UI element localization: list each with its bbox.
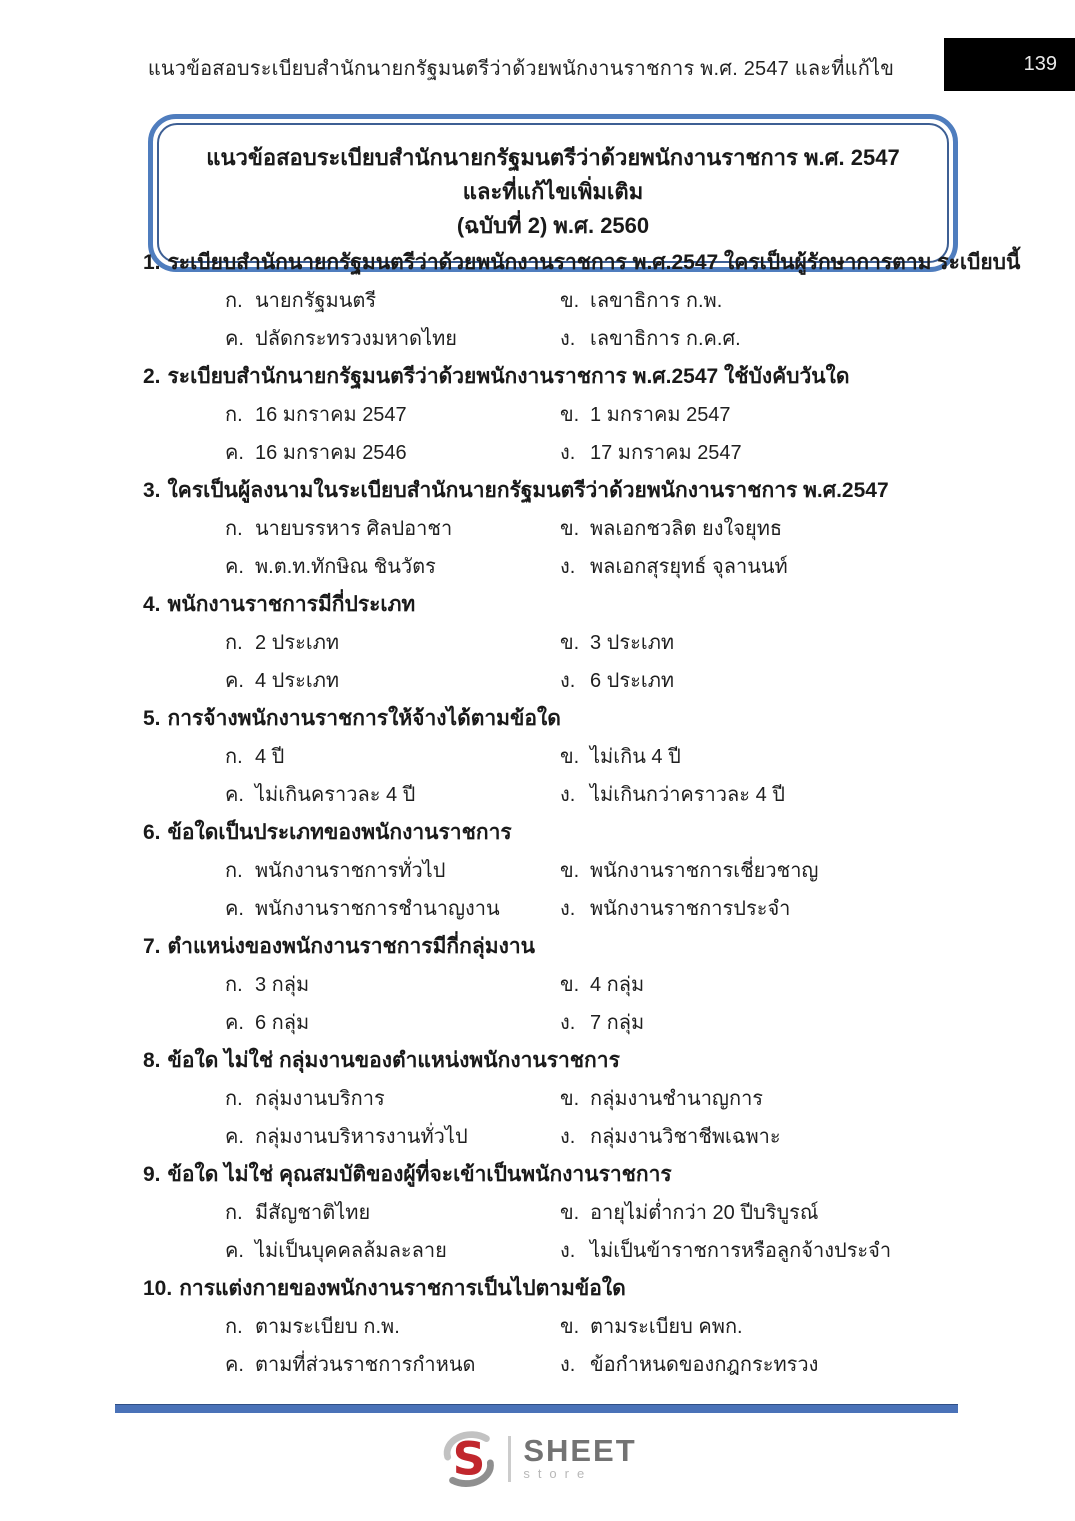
- question-heading: [143, 700, 961, 738]
- option-a-text: 4 ปี: [255, 746, 285, 768]
- option-b: [560, 738, 961, 776]
- question-options: [143, 510, 961, 586]
- option-d-label: ง.: [560, 784, 576, 806]
- title-box-inner: [157, 123, 949, 263]
- question-heading: [143, 586, 961, 624]
- option-d-label: ง.: [560, 556, 576, 578]
- option-b: [560, 1194, 961, 1232]
- question-heading: [143, 814, 961, 852]
- logo-divider: [508, 1436, 511, 1482]
- question-text: ข้อใด ไม่ใช่ กลุ่มงานของตำแหน่งพนักงานราชการ: [167, 1049, 620, 1072]
- option-a-text: กลุ่มงานบริการ: [255, 1088, 385, 1110]
- question-number: 9.: [143, 1163, 161, 1186]
- sheet-store-s-logo-icon: [438, 1428, 500, 1490]
- option-d: [560, 1346, 961, 1384]
- question-heading: [143, 358, 961, 396]
- option-b: [560, 1080, 961, 1118]
- option-a-label: ก.: [225, 1316, 243, 1338]
- question-number: 8.: [143, 1049, 161, 1072]
- question-text: การแต่งกายของพนักงานราชการเป็นไปตามข้อใด: [179, 1277, 626, 1300]
- option-b-label: ข.: [560, 404, 580, 426]
- option-b-text: อายุไม่ต่ำกว่า 20 ปีบริบูรณ์: [590, 1202, 819, 1224]
- option-b: [560, 510, 961, 548]
- option-a-text: ตามระเบียบ ก.พ.: [255, 1316, 400, 1338]
- option-a: [225, 1194, 560, 1232]
- option-a-label: ก.: [225, 1088, 243, 1110]
- question-options: [143, 852, 961, 928]
- question-number: 2.: [143, 365, 161, 388]
- option-c-text: พ.ต.ท.ทักษิณ ชินวัตร: [255, 556, 436, 578]
- option-c-text: ปลัดกระทรวงมหาดไทย: [255, 328, 458, 350]
- question-options: [143, 1194, 961, 1270]
- option-b-label: ข.: [560, 518, 580, 540]
- option-c-label: ค.: [225, 898, 244, 920]
- option-c: [225, 890, 560, 928]
- option-c-label: ค.: [225, 556, 244, 578]
- option-a-text: นายบรรหาร ศิลปอาชา: [255, 518, 453, 540]
- option-d-text: 6 ประเภท: [590, 670, 675, 692]
- option-a-text: 16 มกราคม 2547: [255, 404, 407, 426]
- option-d-label: ง.: [560, 670, 576, 692]
- option-d-label: ง.: [560, 1240, 576, 1262]
- option-b-text: 4 กลุ่ม: [590, 974, 645, 996]
- question: [143, 586, 961, 700]
- option-a-label: ก.: [225, 290, 243, 312]
- option-c: [225, 1232, 560, 1270]
- option-d: [560, 890, 961, 928]
- option-a-text: 3 กลุ่ม: [255, 974, 310, 996]
- document-title-line1: แนวข้อสอบระเบียบสำนักนายกรัฐมนตรีว่าด้วยพนักงานราชการ พ.ศ. 2547 และที่แก้ไขเพิ่มเติม: [206, 145, 900, 204]
- option-c-label: ค.: [225, 1126, 244, 1148]
- question: [143, 700, 961, 814]
- option-d: [560, 662, 961, 700]
- question-heading: [143, 1042, 961, 1080]
- question: [143, 472, 961, 586]
- logo-wordmark: SHEET: [523, 1433, 637, 1468]
- logo-text-block: [523, 1433, 637, 1482]
- question-options: [143, 1080, 961, 1156]
- option-b-text: 3 ประเภท: [590, 632, 675, 654]
- question-number: 6.: [143, 821, 161, 844]
- option-c-text: พนักงานราชการชำนาญงาน: [255, 898, 500, 920]
- svg-text:S: S: [452, 1432, 486, 1486]
- option-c: [225, 434, 560, 472]
- option-c: [225, 776, 560, 814]
- option-b: [560, 966, 961, 1004]
- option-a-label: ก.: [225, 632, 243, 654]
- option-c-label: ค.: [225, 1012, 244, 1034]
- question-number: 7.: [143, 935, 161, 958]
- question-options: [143, 282, 961, 358]
- option-d-text: พลเอกสุรยุทธ์ จุลานนท์: [590, 556, 788, 578]
- option-a-text: มีสัญชาติไทย: [255, 1202, 371, 1224]
- option-d-text: พนักงานราชการประจำ: [590, 898, 791, 920]
- option-a: [225, 396, 560, 434]
- logo-subtext: store: [523, 1466, 593, 1481]
- option-c-label: ค.: [225, 1240, 244, 1262]
- question: [143, 358, 961, 472]
- question-text: ข้อใด ไม่ใช่ คุณสมบัติของผู้ที่จะเข้าเป็นพนักงานราชการ: [167, 1163, 672, 1186]
- question-text: ตำแหน่งของพนักงานราชการมีกี่กลุ่มงาน: [167, 935, 535, 958]
- option-c: [225, 320, 560, 358]
- question-text: ใครเป็นผู้ลงนามในระเบียบสำนักนายกรัฐมนตรีว่าด้วยพนักงานราชการ พ.ศ.2547: [167, 479, 889, 502]
- option-b: [560, 624, 961, 662]
- option-b-label: ข.: [560, 632, 580, 654]
- question: [143, 1042, 961, 1156]
- option-d-label: ง.: [560, 442, 576, 464]
- option-b-label: ข.: [560, 746, 580, 768]
- option-d-label: ง.: [560, 898, 576, 920]
- option-a: [225, 1308, 560, 1346]
- question-options: [143, 624, 961, 700]
- option-a: [225, 282, 560, 320]
- option-d: [560, 1118, 961, 1156]
- option-a-label: ก.: [225, 974, 243, 996]
- question-text: ข้อใดเป็นประเภทของพนักงานราชการ: [167, 821, 512, 844]
- question-options: [143, 738, 961, 814]
- option-a: [225, 852, 560, 890]
- option-c: [225, 548, 560, 586]
- option-a-label: ก.: [225, 860, 243, 882]
- option-d-label: ง.: [560, 328, 576, 350]
- option-c-text: ไม่เกินคราวละ 4 ปี: [255, 784, 416, 806]
- question-heading: [143, 928, 961, 966]
- question: [143, 1270, 961, 1384]
- option-b-text: ไม่เกิน 4 ปี: [590, 746, 681, 768]
- option-c-label: ค.: [225, 1354, 244, 1376]
- question-options: [143, 966, 961, 1042]
- option-d-text: 7 กลุ่ม: [590, 1012, 645, 1034]
- question: [143, 814, 961, 928]
- option-b-text: กลุ่มงานชำนาญการ: [590, 1088, 764, 1110]
- question: [143, 244, 1021, 358]
- question-text: การจ้างพนักงานราชการให้จ้างได้ตามข้อใด: [167, 707, 561, 730]
- option-d: [560, 776, 961, 814]
- question-number: 3.: [143, 479, 161, 502]
- document-title-line2: (ฉบับที่ 2) พ.ศ. 2560: [456, 213, 650, 238]
- option-c-label: ค.: [225, 784, 244, 806]
- question-number: 10.: [143, 1277, 173, 1300]
- option-d-text: ไม่เกินกว่าคราวละ 4 ปี: [590, 784, 785, 806]
- option-d: [560, 1004, 961, 1042]
- option-d-text: กลุ่มงานวิชาชีพเฉพาะ: [590, 1126, 781, 1148]
- page-number-badge: [944, 38, 1075, 91]
- question-number: 5.: [143, 707, 161, 730]
- questions-list: [143, 244, 1021, 1384]
- option-a-label: ก.: [225, 746, 243, 768]
- option-d: [560, 1232, 961, 1270]
- page-number: 139: [1023, 53, 1057, 75]
- option-a-text: นายกรัฐมนตรี: [255, 290, 377, 312]
- option-d-label: ง.: [560, 1354, 576, 1376]
- question-heading: [143, 1270, 961, 1308]
- option-b-label: ข.: [560, 1316, 580, 1338]
- option-d: [560, 434, 961, 472]
- option-c-text: ไม่เป็นบุคคลล้มละลาย: [255, 1240, 447, 1262]
- option-b: [560, 852, 961, 890]
- option-b-text: พนักงานราชการเชี่ยวชาญ: [590, 860, 819, 882]
- option-b-label: ข.: [560, 1088, 580, 1110]
- option-b-label: ข.: [560, 974, 580, 996]
- option-a: [225, 1080, 560, 1118]
- option-c-label: ค.: [225, 442, 244, 464]
- option-d: [560, 320, 961, 358]
- question-text: พนักงานราชการมีกี่ประเภท: [167, 593, 416, 616]
- option-a-text: พนักงานราชการทั่วไป: [255, 860, 446, 882]
- option-d-text: 17 มกราคม 2547: [590, 442, 742, 464]
- option-a-label: ก.: [225, 404, 243, 426]
- option-b: [560, 1308, 961, 1346]
- option-a-text: 2 ประเภท: [255, 632, 340, 654]
- option-a-label: ก.: [225, 1202, 243, 1224]
- option-c-text: 16 มกราคม 2546: [255, 442, 407, 464]
- option-b: [560, 396, 961, 434]
- option-b-label: ข.: [560, 1202, 580, 1224]
- option-b-label: ข.: [560, 860, 580, 882]
- option-a: [225, 510, 560, 548]
- footer-logo: [0, 1428, 1075, 1490]
- option-c-text: 4 ประเภท: [255, 670, 340, 692]
- question-text: ระเบียบสำนักนายกรัฐมนตรีว่าด้วยพนักงานราชการ พ.ศ.2547 ใช้บังคับวันใด: [167, 365, 850, 388]
- option-b-label: ข.: [560, 290, 580, 312]
- option-d: [560, 548, 961, 586]
- option-c-label: ค.: [225, 670, 244, 692]
- question-options: [143, 1308, 961, 1384]
- question-number: 1.: [143, 251, 161, 274]
- option-a-label: ก.: [225, 518, 243, 540]
- question: [143, 1156, 961, 1270]
- option-a: [225, 738, 560, 776]
- option-c-text: 6 กลุ่ม: [255, 1012, 310, 1034]
- question-heading: [143, 244, 1021, 282]
- option-d-label: ง.: [560, 1012, 576, 1034]
- option-c-text: กลุ่มงานบริหารงานทั่วไป: [255, 1126, 468, 1148]
- option-d-label: ง.: [560, 1126, 576, 1148]
- question: [143, 928, 961, 1042]
- option-c: [225, 1346, 560, 1384]
- option-c: [225, 1118, 560, 1156]
- question-options: [143, 396, 961, 472]
- question-text: ระเบียบสำนักนายกรัฐมนตรีว่าด้วยพนักงานราชการ พ.ศ.2547 ใครเป็นผู้รักษาการตาม ระเบียบนี้: [167, 251, 1021, 274]
- option-d-text: ไม่เป็นข้าราชการหรือลูกจ้างประจำ: [590, 1240, 892, 1262]
- option-b: [560, 282, 961, 320]
- running-header: แนวข้อสอบระเบียบสำนักนายกรัฐมนตรีว่าด้วยพนักงานราชการ พ.ศ. 2547 และที่แก้ไข: [147, 58, 895, 80]
- question-number: 4.: [143, 593, 161, 616]
- option-c-text: ตามที่ส่วนราชการกำหนด: [255, 1354, 476, 1376]
- option-c-label: ค.: [225, 328, 244, 350]
- option-b-text: 1 มกราคม 2547: [590, 404, 731, 426]
- option-a: [225, 966, 560, 1004]
- option-b-text: เลขาธิการ ก.พ.: [590, 290, 723, 312]
- option-c: [225, 1004, 560, 1042]
- option-b-text: ตามระเบียบ คพก.: [590, 1316, 743, 1338]
- footer-rule: [115, 1404, 958, 1413]
- option-d-text: เลขาธิการ ก.ค.ศ.: [590, 328, 741, 350]
- option-b-text: พลเอกชวลิต ยงใจยุทธ: [590, 518, 783, 540]
- option-d-text: ข้อกำหนดของกฎกระทรวง: [590, 1354, 819, 1376]
- question-heading: [143, 1156, 961, 1194]
- question-heading: [143, 472, 961, 510]
- option-c: [225, 662, 560, 700]
- option-a: [225, 624, 560, 662]
